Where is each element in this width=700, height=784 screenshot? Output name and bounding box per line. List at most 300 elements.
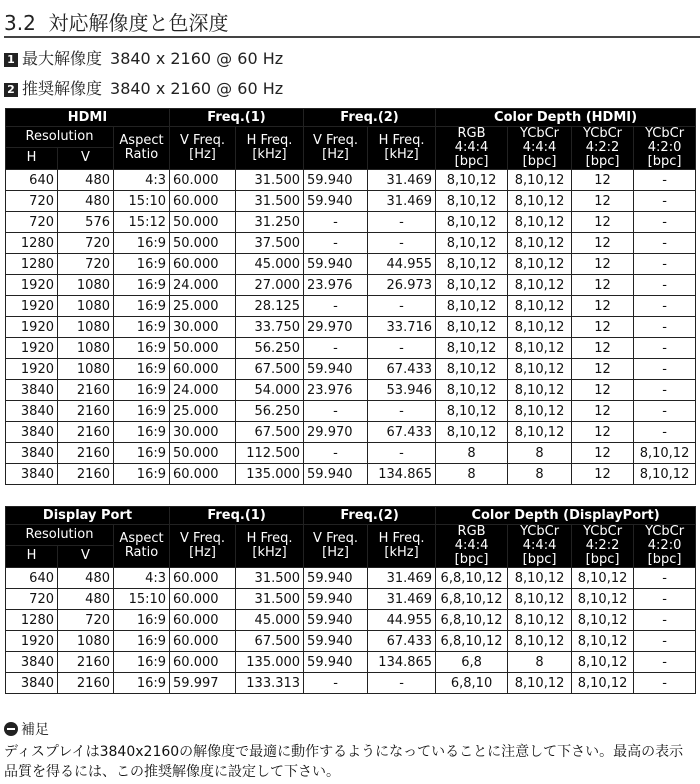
v-cell: 2160 (58, 673, 114, 694)
v-cell: 480 (58, 191, 114, 212)
ycbcr-422-cell: 12 (572, 443, 634, 464)
table-row (6, 464, 696, 485)
v-freq1-cell: 25.000 (170, 401, 236, 422)
h-freq2-cell: 33.716 (368, 317, 436, 338)
ycbcr-444-cell: 8,10,12 (508, 631, 572, 652)
v-freq2-cell: - (304, 673, 368, 694)
ycbcr-444-cell: 8,10,12 (508, 233, 572, 254)
aspect-ratio-cell: 16:9 (114, 401, 170, 422)
note-title: 補足 (21, 722, 49, 738)
rgb-444-cell: 8,10,12 (436, 401, 508, 422)
recommended-resolution-line (4, 76, 283, 99)
v-freq2-cell: 23.976 (304, 380, 368, 401)
v-freq1-cell: 30.000 (170, 317, 236, 338)
v-cell: 720 (58, 233, 114, 254)
interface-header: Display Port (6, 507, 170, 525)
h-freq2-cell: - (368, 443, 436, 464)
ycbcr-444-cell: 8,10,12 (508, 422, 572, 443)
rgb-444-cell: 8,10,12 (436, 422, 508, 443)
table-row (6, 275, 696, 296)
ycbcr-420-cell: 8,10,12 (634, 464, 696, 485)
h-freq2-cell: - (368, 338, 436, 359)
h-freq1-cell: 54.000 (236, 380, 304, 401)
ycbcr-422-cell: 12 (572, 233, 634, 254)
v-freq2-cell: 59.940 (304, 631, 368, 652)
h-cell: 640 (6, 170, 58, 191)
v-freq2-cell: 59.940 (304, 191, 368, 212)
v-cell: 1080 (58, 338, 114, 359)
ycbcr-422-cell: 8,10,12 (572, 610, 634, 631)
table-row (6, 401, 696, 422)
section-title: 対応解像度と色深度 (48, 11, 229, 35)
ycbcr-420-cell: - (634, 191, 696, 212)
h-freq1-cell: 33.750 (236, 317, 304, 338)
aspect-ratio-cell: 16:9 (114, 380, 170, 401)
h-freq1-cell: 45.000 (236, 610, 304, 631)
ycbcr-444-cell: 8,10,12 (508, 338, 572, 359)
v-freq2-cell: - (304, 212, 368, 233)
v-header: V (58, 545, 114, 567)
h-freq1-cell: 27.000 (236, 275, 304, 296)
ycbcr-420-cell: - (634, 589, 696, 610)
ycbcr-420-cell: - (634, 568, 696, 589)
ycbcr-422-cell: 8,10,12 (572, 631, 634, 652)
aspect-ratio-cell: 15:12 (114, 212, 170, 233)
v-freq1-cell: 60.000 (170, 568, 236, 589)
freq1-header: Freq.(1) (170, 109, 304, 127)
rgb-444-header: RGB 4:4:4 [bpc] (436, 525, 508, 568)
ycbcr-422-cell: 12 (572, 254, 634, 275)
v-freq1-cell: 50.000 (170, 212, 236, 233)
v-freq1-cell: 60.000 (170, 631, 236, 652)
ycbcr-420-cell: 8,10,12 (634, 443, 696, 464)
table-row (6, 652, 696, 673)
ycbcr-422-cell: 12 (572, 380, 634, 401)
v-freq2-cell: 59.940 (304, 652, 368, 673)
ycbcr-420-cell: - (634, 170, 696, 191)
ycbcr-444-cell: 8,10,12 (508, 359, 572, 380)
aspect-ratio-cell: 16:9 (114, 233, 170, 254)
h-freq2-cell: 44.955 (368, 610, 436, 631)
v-freq2-cell: 59.940 (304, 568, 368, 589)
h-cell: 1920 (6, 359, 58, 380)
v-cell: 1080 (58, 631, 114, 652)
h-cell: 1280 (6, 610, 58, 631)
rgb-444-cell: 8,10,12 (436, 170, 508, 191)
v-freq1-cell: 60.000 (170, 359, 236, 380)
freq1-header: Freq.(1) (170, 507, 304, 525)
h-cell: 1280 (6, 233, 58, 254)
v-freq1-cell: 60.000 (170, 170, 236, 191)
h-freq1-cell: 112.500 (236, 443, 304, 464)
h-freq2-cell: 31.469 (368, 191, 436, 212)
aspect-ratio-cell: 16:9 (114, 443, 170, 464)
v-freq1-cell: 50.000 (170, 338, 236, 359)
v-cell: 1080 (58, 275, 114, 296)
aspect-ratio-header: Aspect Ratio (114, 525, 170, 568)
h-freq-header: H Freq. [kHz] (236, 525, 304, 568)
h-freq2-cell: - (368, 212, 436, 233)
v-freq2-cell: 59.940 (304, 464, 368, 485)
v-freq2-cell: 23.976 (304, 275, 368, 296)
supplementary-note (4, 720, 696, 782)
h-freq1-cell: 56.250 (236, 338, 304, 359)
note-icon (4, 722, 18, 736)
ycbcr-444-cell: 8,10,12 (508, 212, 572, 233)
h-cell: 1920 (6, 338, 58, 359)
h-freq2-cell: - (368, 233, 436, 254)
ycbcr-444-cell: 8,10,12 (508, 380, 572, 401)
freq2-header: Freq.(2) (304, 507, 436, 525)
h-cell: 3840 (6, 443, 58, 464)
ycbcr-422-cell: 12 (572, 464, 634, 485)
ycbcr-444-cell: 8,10,12 (508, 589, 572, 610)
v-cell: 720 (58, 610, 114, 631)
ycbcr-420-header: YCbCr 4:2:0 [bpc] (634, 127, 696, 170)
h-cell: 3840 (6, 464, 58, 485)
h-freq1-cell: 67.500 (236, 631, 304, 652)
section-heading (4, 0, 700, 38)
aspect-ratio-cell: 15:10 (114, 589, 170, 610)
v-freq1-cell: 60.000 (170, 254, 236, 275)
h-freq2-cell: 31.469 (368, 589, 436, 610)
v-freq-header: V Freq. [Hz] (304, 127, 368, 170)
ycbcr-422-cell: 12 (572, 338, 634, 359)
ycbcr-420-cell: - (634, 359, 696, 380)
v-freq2-cell: 59.940 (304, 359, 368, 380)
ycbcr-422-cell: 12 (572, 422, 634, 443)
rgb-444-cell: 8,10,12 (436, 275, 508, 296)
h-freq-header: H Freq. [kHz] (368, 127, 436, 170)
note-body: ディスプレイは3840x2160の解像度で最適に動作するようになっていることに注意して下さい。最高の表示品質を得るには、この推奨解像度に設定して下さい。 (4, 744, 684, 780)
h-freq2-cell: 44.955 (368, 254, 436, 275)
h-cell: 3840 (6, 401, 58, 422)
interface-header: HDMI (6, 109, 170, 127)
ycbcr-444-cell: 8,10,12 (508, 254, 572, 275)
aspect-ratio-cell: 4:3 (114, 170, 170, 191)
v-freq2-cell: - (304, 443, 368, 464)
h-freq1-cell: 31.250 (236, 212, 304, 233)
h-cell: 3840 (6, 422, 58, 443)
hdmi-timing-table (5, 108, 696, 485)
h-cell: 3840 (6, 673, 58, 694)
aspect-ratio-cell: 16:9 (114, 422, 170, 443)
h-cell: 720 (6, 212, 58, 233)
v-freq-header: V Freq. [Hz] (170, 525, 236, 568)
table-row (6, 296, 696, 317)
rgb-444-cell: 6,8 (436, 652, 508, 673)
h-cell: 1920 (6, 296, 58, 317)
ycbcr-420-cell: - (634, 652, 696, 673)
ycbcr-422-cell: 12 (572, 296, 634, 317)
ycbcr-420-cell: - (634, 275, 696, 296)
h-cell: 720 (6, 191, 58, 212)
rgb-444-cell: 8,10,12 (436, 338, 508, 359)
v-cell: 720 (58, 254, 114, 275)
rgb-444-cell: 6,8,10,12 (436, 610, 508, 631)
v-header: V (58, 147, 114, 169)
h-cell: 1920 (6, 317, 58, 338)
table-row (6, 589, 696, 610)
aspect-ratio-cell: 15:10 (114, 191, 170, 212)
h-cell: 3840 (6, 652, 58, 673)
aspect-ratio-cell: 16:9 (114, 631, 170, 652)
v-freq1-cell: 25.000 (170, 296, 236, 317)
ycbcr-444-cell: 8,10,12 (508, 170, 572, 191)
v-cell: 1080 (58, 296, 114, 317)
v-freq2-cell: 29.970 (304, 317, 368, 338)
v-cell: 2160 (58, 380, 114, 401)
v-freq1-cell: 59.997 (170, 673, 236, 694)
v-freq1-cell: 60.000 (170, 464, 236, 485)
aspect-ratio-cell: 16:9 (114, 359, 170, 380)
displayport-timing-table (5, 506, 696, 694)
ycbcr-422-cell: 12 (572, 401, 634, 422)
aspect-ratio-cell: 16:9 (114, 275, 170, 296)
h-freq2-cell: 26.973 (368, 275, 436, 296)
aspect-ratio-cell: 16:9 (114, 254, 170, 275)
rgb-444-cell: 6,8,10,12 (436, 631, 508, 652)
h-freq1-cell: 31.500 (236, 191, 304, 212)
ycbcr-420-cell: - (634, 233, 696, 254)
table-row (6, 380, 696, 401)
v-freq1-cell: 60.000 (170, 191, 236, 212)
v-freq2-cell: 29.970 (304, 422, 368, 443)
ycbcr-420-cell: - (634, 610, 696, 631)
ycbcr-422-cell: 8,10,12 (572, 589, 634, 610)
ycbcr-444-cell: 8,10,12 (508, 401, 572, 422)
rgb-444-cell: 8 (436, 464, 508, 485)
rgb-444-cell: 6,8,10 (436, 673, 508, 694)
h-freq1-cell: 67.500 (236, 422, 304, 443)
ycbcr-420-cell: - (634, 338, 696, 359)
rgb-444-cell: 6,8,10,12 (436, 568, 508, 589)
h-freq-header: H Freq. [kHz] (236, 127, 304, 170)
ycbcr-444-header: YCbCr 4:4:4 [bpc] (508, 525, 572, 568)
h-freq1-cell: 67.500 (236, 359, 304, 380)
h-freq1-cell: 37.500 (236, 233, 304, 254)
h-cell: 3840 (6, 380, 58, 401)
h-freq1-cell: 31.500 (236, 589, 304, 610)
rgb-444-cell: 8,10,12 (436, 380, 508, 401)
v-freq1-cell: 50.000 (170, 233, 236, 254)
aspect-ratio-cell: 16:9 (114, 610, 170, 631)
ycbcr-422-cell: 12 (572, 212, 634, 233)
h-freq1-cell: 135.000 (236, 652, 304, 673)
ycbcr-444-cell: 8,10,12 (508, 317, 572, 338)
rgb-444-cell: 8,10,12 (436, 233, 508, 254)
table-row (6, 422, 696, 443)
ycbcr-420-header: YCbCr 4:2:0 [bpc] (634, 525, 696, 568)
hdmi-table-body (6, 170, 696, 485)
ycbcr-444-cell: 8 (508, 652, 572, 673)
ycbcr-444-cell: 8,10,12 (508, 296, 572, 317)
aspect-ratio-header: Aspect Ratio (114, 127, 170, 170)
aspect-ratio-cell: 4:3 (114, 568, 170, 589)
ycbcr-444-cell: 8,10,12 (508, 673, 572, 694)
h-freq2-cell: 31.469 (368, 170, 436, 191)
ycbcr-420-cell: - (634, 673, 696, 694)
h-freq2-cell: - (368, 401, 436, 422)
ycbcr-422-cell: 8,10,12 (572, 652, 634, 673)
aspect-ratio-cell: 16:9 (114, 296, 170, 317)
h-freq1-cell: 28.125 (236, 296, 304, 317)
max-resolution-value: 3840 x 2160 @ 60 Hz (110, 49, 284, 68)
v-cell: 1080 (58, 317, 114, 338)
v-freq1-cell: 24.000 (170, 380, 236, 401)
color-depth-header: Color Depth (HDMI) (436, 109, 696, 127)
resolution-header: Resolution (6, 127, 114, 148)
table-row (6, 254, 696, 275)
h-freq2-cell: 67.433 (368, 631, 436, 652)
ycbcr-422-cell: 12 (572, 191, 634, 212)
rgb-444-cell: 8,10,12 (436, 359, 508, 380)
h-freq2-cell: 67.433 (368, 422, 436, 443)
rgb-444-cell: 8,10,12 (436, 254, 508, 275)
displayport-table-body (6, 568, 696, 694)
ycbcr-444-cell: 8,10,12 (508, 275, 572, 296)
v-freq1-cell: 60.000 (170, 589, 236, 610)
h-freq1-cell: 31.500 (236, 170, 304, 191)
v-freq-header: V Freq. [Hz] (304, 525, 368, 568)
ycbcr-444-cell: 8 (508, 464, 572, 485)
v-cell: 2160 (58, 422, 114, 443)
ycbcr-444-cell: 8,10,12 (508, 191, 572, 212)
table-row (6, 317, 696, 338)
v-freq-header: V Freq. [Hz] (170, 127, 236, 170)
ycbcr-420-cell: - (634, 296, 696, 317)
v-freq2-cell: 59.940 (304, 610, 368, 631)
v-freq2-cell: 59.940 (304, 170, 368, 191)
v-cell: 576 (58, 212, 114, 233)
ycbcr-420-cell: - (634, 401, 696, 422)
ycbcr-420-cell: - (634, 422, 696, 443)
h-freq2-cell: - (368, 673, 436, 694)
h-freq2-cell: 134.865 (368, 652, 436, 673)
h-freq2-cell: 53.946 (368, 380, 436, 401)
ycbcr-420-cell: - (634, 631, 696, 652)
table-row (6, 233, 696, 254)
aspect-ratio-cell: 16:9 (114, 652, 170, 673)
v-freq1-cell: 30.000 (170, 422, 236, 443)
table-row (6, 610, 696, 631)
ycbcr-422-cell: 8,10,12 (572, 673, 634, 694)
ycbcr-444-cell: 8,10,12 (508, 610, 572, 631)
h-freq1-cell: 135.000 (236, 464, 304, 485)
table-row (6, 443, 696, 464)
max-resolution-label: 最大解像度 (22, 49, 103, 68)
aspect-ratio-cell: 16:9 (114, 338, 170, 359)
v-cell: 480 (58, 589, 114, 610)
rgb-444-cell: 8,10,12 (436, 296, 508, 317)
h-freq1-cell: 133.313 (236, 673, 304, 694)
ycbcr-444-header: YCbCr 4:4:4 [bpc] (508, 127, 572, 170)
h-freq-header: H Freq. [kHz] (368, 525, 436, 568)
max-resolution-line (4, 46, 283, 69)
h-freq2-cell: - (368, 296, 436, 317)
rgb-444-cell: 8 (436, 443, 508, 464)
ycbcr-420-cell: - (634, 317, 696, 338)
v-freq1-cell: 24.000 (170, 275, 236, 296)
v-freq2-cell: 59.940 (304, 589, 368, 610)
rgb-444-cell: 8,10,12 (436, 317, 508, 338)
freq2-header: Freq.(2) (304, 109, 436, 127)
h-cell: 720 (6, 589, 58, 610)
rgb-444-header: RGB 4:4:4 [bpc] (436, 127, 508, 170)
h-header: H (6, 147, 58, 169)
table-row (6, 338, 696, 359)
h-freq1-cell: 45.000 (236, 254, 304, 275)
v-cell: 1080 (58, 359, 114, 380)
recommended-resolution-label: 推奨解像度 (22, 79, 103, 98)
ycbcr-422-cell: 12 (572, 359, 634, 380)
aspect-ratio-cell: 16:9 (114, 317, 170, 338)
v-freq1-cell: 50.000 (170, 443, 236, 464)
h-cell: 1280 (6, 254, 58, 275)
v-freq2-cell: - (304, 401, 368, 422)
v-cell: 2160 (58, 401, 114, 422)
table-row (6, 673, 696, 694)
h-freq2-cell: 134.865 (368, 464, 436, 485)
ycbcr-422-header: YCbCr 4:2:2 [bpc] (572, 525, 634, 568)
ycbcr-420-cell: - (634, 254, 696, 275)
h-cell: 1920 (6, 631, 58, 652)
table-row (6, 170, 696, 191)
v-freq1-cell: 60.000 (170, 652, 236, 673)
ycbcr-422-header: YCbCr 4:2:2 [bpc] (572, 127, 634, 170)
resolution-header: Resolution (6, 525, 114, 546)
recommended-resolution-value: 3840 x 2160 @ 60 Hz (110, 79, 284, 98)
v-freq2-cell: - (304, 338, 368, 359)
table-row (6, 191, 696, 212)
ycbcr-444-cell: 8,10,12 (508, 568, 572, 589)
v-freq2-cell: 59.940 (304, 254, 368, 275)
v-freq1-cell: 60.000 (170, 610, 236, 631)
table-row (6, 359, 696, 380)
v-cell: 2160 (58, 443, 114, 464)
v-cell: 480 (58, 568, 114, 589)
v-cell: 480 (58, 170, 114, 191)
v-freq2-cell: - (304, 233, 368, 254)
table-row (6, 568, 696, 589)
v-freq2-cell: - (304, 296, 368, 317)
ycbcr-422-cell: 12 (572, 317, 634, 338)
ycbcr-420-cell: - (634, 380, 696, 401)
h-cell: 640 (6, 568, 58, 589)
ycbcr-422-cell: 12 (572, 275, 634, 296)
aspect-ratio-cell: 16:9 (114, 673, 170, 694)
h-freq2-cell: 31.469 (368, 568, 436, 589)
aspect-ratio-cell: 16:9 (114, 464, 170, 485)
rgb-444-cell: 6,8,10,12 (436, 589, 508, 610)
table-row (6, 631, 696, 652)
table-row (6, 212, 696, 233)
number-badge-icon: 2 (4, 83, 18, 97)
section-number: 3.2 (4, 11, 36, 35)
h-freq1-cell: 56.250 (236, 401, 304, 422)
h-header: H (6, 545, 58, 567)
ycbcr-444-cell: 8 (508, 443, 572, 464)
h-cell: 1920 (6, 275, 58, 296)
number-badge-icon: 1 (4, 53, 18, 67)
ycbcr-422-cell: 8,10,12 (572, 568, 634, 589)
color-depth-header: Color Depth (DisplayPort) (436, 507, 696, 525)
rgb-444-cell: 8,10,12 (436, 191, 508, 212)
v-cell: 2160 (58, 464, 114, 485)
ycbcr-420-cell: - (634, 212, 696, 233)
ycbcr-422-cell: 12 (572, 170, 634, 191)
v-cell: 2160 (58, 652, 114, 673)
